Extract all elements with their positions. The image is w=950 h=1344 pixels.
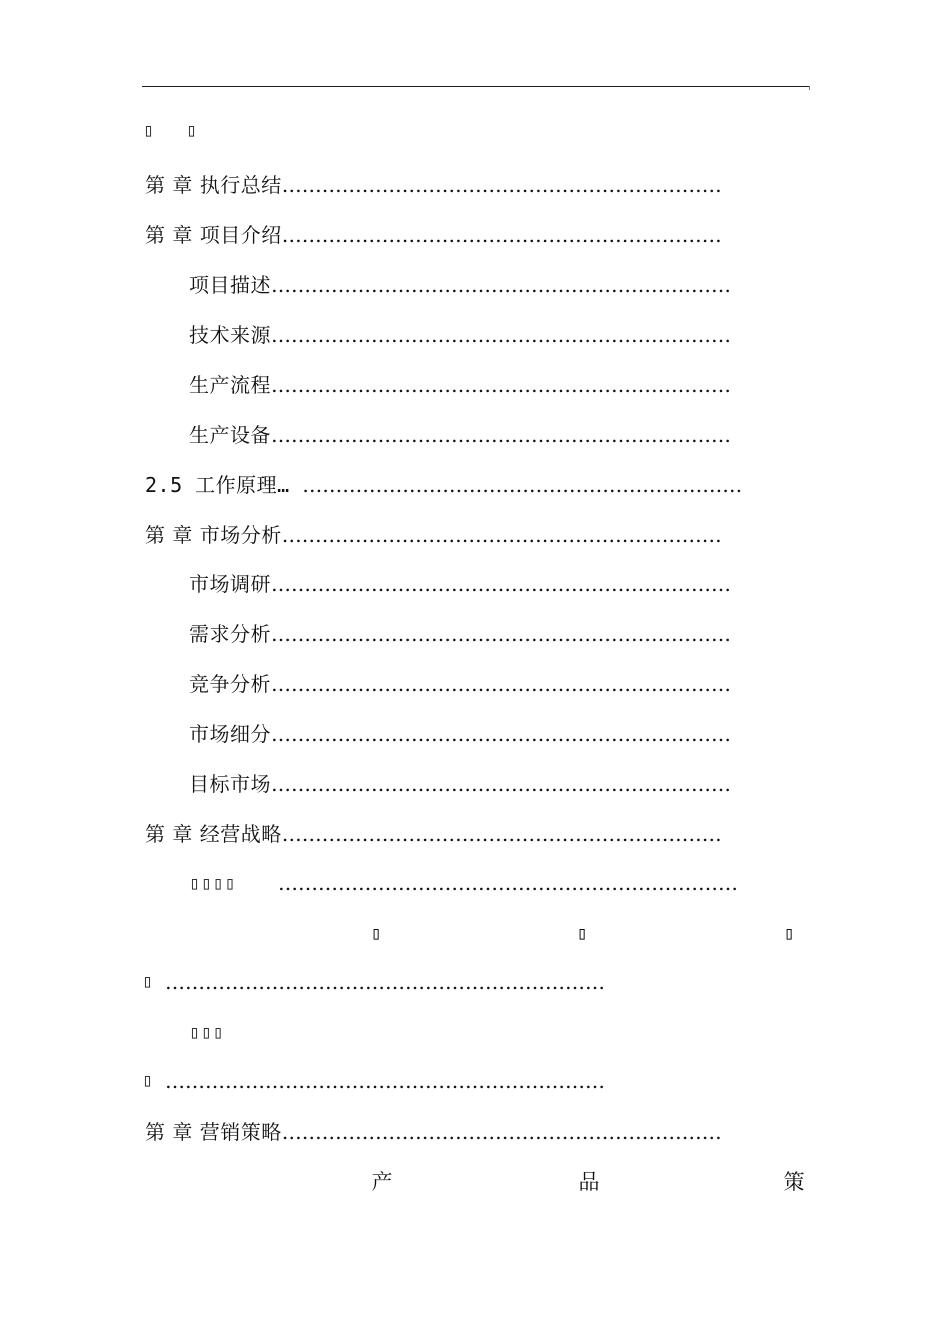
justified-char: 产 <box>371 1170 393 1194</box>
toc-entry-unrendered-label: ▯▯▯▯ <box>189 873 237 894</box>
header-rule-tick <box>809 86 810 90</box>
toc-entry-production-process[interactable] <box>189 372 792 398</box>
toc-entry-label: 第 章 执行总结 <box>145 173 282 197</box>
toc-entry-demand-analysis[interactable] <box>189 621 792 647</box>
toc-entry-leader: …………………………………………………………… <box>271 273 731 297</box>
toc-entry-leader: …………………………………………………………… <box>271 622 731 646</box>
toc-entry-label: 第 章 经营战略 <box>145 822 282 846</box>
toc-entry-leader: …………………………………………………………… <box>271 423 731 447</box>
toc-entry-strategy-sub-1[interactable] <box>278 870 792 896</box>
toc-entry-label: 目标市场 <box>189 772 271 796</box>
header-rule <box>142 86 809 87</box>
toc-entry-technology-source[interactable] <box>189 322 792 348</box>
justified-char: 策 <box>783 1170 805 1194</box>
toc-entry-leader: …………………………………………………………… <box>271 323 731 347</box>
toc-entry-strategy-sub-2[interactable] <box>165 969 685 995</box>
toc-entry-leader: ………………………………………………………… <box>165 1069 605 1093</box>
toc-justified-line-unrendered <box>0 920 950 948</box>
toc-entry-leader: …………………………………………………………… <box>271 772 731 796</box>
toc-justified-line-product-strategy[interactable] <box>0 1168 950 1196</box>
toc-entry-label: 生产流程 <box>189 373 271 397</box>
unrendered-glyph: ▯ <box>142 971 153 992</box>
toc-entry-label: 项目描述 <box>189 273 271 297</box>
toc-entry-strategy-sub-3[interactable] <box>189 1019 199 1045</box>
toc-entry-label: 生产设备 <box>189 423 271 447</box>
toc-entry-chapter-2[interactable] <box>145 222 790 248</box>
toc-entry-project-description[interactable] <box>189 272 792 298</box>
unrendered-glyph: ▯ <box>576 923 588 944</box>
toc-entry-leader: …………………………………………………………… <box>271 572 731 596</box>
toc-entry-working-principle[interactable] <box>145 472 785 498</box>
toc-entry-production-equipment[interactable] <box>189 422 792 448</box>
toc-entry-leader: ………………………………………………………… <box>302 473 743 497</box>
unrendered-glyph: ▯ <box>370 923 382 944</box>
toc-entry-market-research[interactable] <box>189 571 792 597</box>
toc-entry-label: 竞争分析 <box>189 672 271 696</box>
toc-entry-leader: ………………………………………………………… <box>281 223 722 247</box>
toc-title-glyph-2: ▯ <box>186 120 197 141</box>
toc-entry-chapter-4[interactable] <box>145 821 790 847</box>
unrendered-glyph: ▯ <box>783 923 795 944</box>
toc-entry-market-segmentation[interactable] <box>189 721 792 747</box>
unrendered-glyph: ▯ <box>142 1070 153 1091</box>
toc-entry-leader: …………………………………………………………… <box>278 871 738 895</box>
toc-entry-label: 第 章 营销策略 <box>145 1120 282 1144</box>
toc-entry-leader: …………………………………………………………… <box>271 722 731 746</box>
toc-entry-leader: ………………………………………………………… <box>281 523 722 547</box>
toc-entry-label: 需求分析 <box>189 622 271 646</box>
toc-entry-leader: ………………………………………………………… <box>281 1120 722 1144</box>
toc-entry-competition-analysis[interactable] <box>189 671 792 697</box>
toc-entry-leader: …………………………………………………………… <box>271 373 731 397</box>
toc-entry-strategy-sub-4[interactable] <box>165 1068 685 1094</box>
toc-entry-chapter-5[interactable] <box>145 1119 785 1145</box>
toc-entry-label: 第 章 项目介绍 <box>145 223 282 247</box>
toc-title-glyph-1: ▯ <box>143 120 154 141</box>
toc-entry-label: 第 章 市场分析 <box>145 523 282 547</box>
toc-entry-unrendered-label: ▯▯▯ <box>189 1022 225 1043</box>
toc-entry-label: 技术来源 <box>189 323 271 347</box>
toc-entry-leader: ………………………………………………………… <box>281 173 722 197</box>
toc-entry-label: 2.5 工作原理… <box>145 473 303 497</box>
toc-entry-leader: ………………………………………………………… <box>281 822 722 846</box>
toc-entry-label: 市场调研 <box>189 572 271 596</box>
toc-entry-leader: ………………………………………………………… <box>165 970 605 994</box>
toc-entry-chapter-1[interactable] <box>145 172 790 198</box>
justified-char: 品 <box>578 1170 600 1194</box>
toc-entry-leader: …………………………………………………………… <box>271 672 731 696</box>
toc-entry-chapter-3[interactable] <box>145 522 790 548</box>
toc-entry-target-market[interactable] <box>189 771 792 797</box>
toc-entry-label: 市场细分 <box>189 722 271 746</box>
